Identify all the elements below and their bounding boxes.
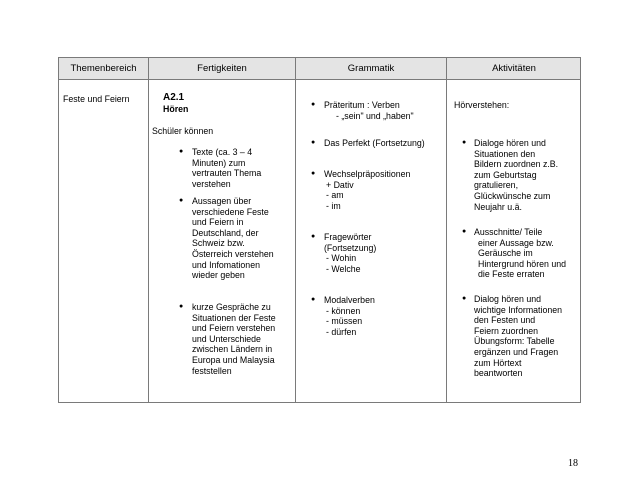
list-item-line: verstehen xyxy=(192,178,231,189)
list-item-line: Präteritum : Verben xyxy=(324,100,400,110)
list-item-line: zum Geburtstag xyxy=(474,169,537,180)
list-item-line: Modalverben xyxy=(324,295,375,305)
header-grammatik: Grammatik xyxy=(347,63,395,74)
list-item-line: Europa und Malaysia xyxy=(192,355,275,365)
list-item-line: wichtige Informationen xyxy=(474,304,563,315)
list-item-line: Texte (ca. 3 – 4 xyxy=(192,147,253,157)
list-item-line: vertrauten Thema xyxy=(192,168,262,179)
list-item-line: feststellen xyxy=(192,365,232,376)
list-item-line: die Feste erraten xyxy=(478,269,545,280)
bullet-icon: ● xyxy=(311,296,316,303)
column-divider xyxy=(148,58,149,402)
column-divider xyxy=(446,58,447,402)
list-item-line: und Feiern verstehen xyxy=(192,323,276,334)
list-item-line: - Welche xyxy=(326,263,361,274)
header-aktivitaeten: Aktivitäten xyxy=(492,63,536,74)
list-item-line: - am xyxy=(326,190,344,201)
list-item-line: Österreich verstehen xyxy=(192,249,274,259)
header-fertigkeiten: Fertigkeiten xyxy=(197,63,247,74)
list-item-line: Aussagen über xyxy=(192,196,252,206)
list-item-line: Minuten) zum xyxy=(192,157,246,168)
bullet-icon: ● xyxy=(462,295,467,302)
skill-label: Hören xyxy=(163,104,189,114)
list-item-line: und Unterschiede xyxy=(192,333,261,344)
list-item-line: Geräusche im xyxy=(478,248,533,259)
page-number: 18 xyxy=(568,458,578,469)
bullet-icon: ● xyxy=(179,303,184,310)
level-label: A2.1 xyxy=(163,92,185,103)
skills-intro: Schüler können xyxy=(152,126,214,136)
list-item-line: kurze Gespräche zu xyxy=(192,302,271,312)
list-item-line: ergänzen und Fragen xyxy=(474,347,559,357)
list-item-line: - „sein" und „haben" xyxy=(336,110,414,121)
header-themenbereich: Themenbereich xyxy=(70,63,137,74)
list-item-line: + Dativ xyxy=(326,179,354,190)
list-item-line: Dialog hören und xyxy=(474,294,542,304)
list-item-line: zum Hörtext xyxy=(474,357,522,368)
bullet-icon: ● xyxy=(311,139,316,146)
list-item-line: Wechselpräpositionen xyxy=(324,169,411,179)
bullet-icon: ● xyxy=(311,233,316,240)
bullet-icon: ● xyxy=(462,228,467,235)
list-item-line: Schweiz bzw. xyxy=(192,238,245,249)
list-item-line: - Wohin xyxy=(326,253,357,264)
list-item-line: - können xyxy=(326,305,361,316)
list-item-line: Hintergrund hören und xyxy=(478,258,567,269)
list-item-line: Feiern zuordnen xyxy=(474,325,539,336)
list-item-line: - dürfen xyxy=(326,326,357,337)
activities-intro: Hörverstehen: xyxy=(454,100,510,110)
list-item-line: und Infomationen xyxy=(192,259,260,270)
bullet-icon: ● xyxy=(179,148,184,155)
list-item-line: Situationen der Feste xyxy=(192,312,276,323)
list-item-line: beantworten xyxy=(474,368,523,379)
column-divider xyxy=(295,58,296,402)
list-item-line: zwischen Ländern in xyxy=(192,344,273,355)
bullet-icon: ● xyxy=(311,101,316,108)
list-item-line: einer Aussage bzw. xyxy=(478,237,554,248)
list-item-line: Deutschland, der xyxy=(192,227,259,238)
list-item-line: den Festen und xyxy=(474,315,536,326)
list-item-line: Bildern zuordnen z.B. xyxy=(474,159,559,170)
list-item-line: gratulieren, xyxy=(474,180,519,191)
topic-cell: Feste und Feiern xyxy=(63,94,130,104)
list-item-line: verschiedene Feste xyxy=(192,206,269,217)
bullet-icon: ● xyxy=(179,197,184,204)
list-item-line: Neujahr u.ä. xyxy=(474,201,522,212)
list-item-line: - müssen xyxy=(326,316,363,327)
list-item-line: und Feiern in xyxy=(192,217,244,228)
list-item-line: - im xyxy=(326,200,341,211)
list-item-line: Situationen den xyxy=(474,148,536,159)
list-item-line: Ausschnitte/ Teile xyxy=(474,227,543,237)
list-item-line: Fragewörter xyxy=(324,232,372,242)
list-item-line: wieder geben xyxy=(192,270,245,281)
list-item-line: (Fortsetzung) xyxy=(324,242,377,253)
list-item-line: Das Perfekt (Fortsetzung) xyxy=(324,138,425,148)
list-item-line: Glückwünsche zum xyxy=(474,191,551,201)
list-item-line: Dialoge hören und xyxy=(474,138,546,148)
curriculum-table xyxy=(58,57,581,403)
bullet-icon: ● xyxy=(311,170,316,177)
list-item-line: Übungsform: Tabelle xyxy=(474,336,555,347)
bullet-icon: ● xyxy=(462,139,467,146)
